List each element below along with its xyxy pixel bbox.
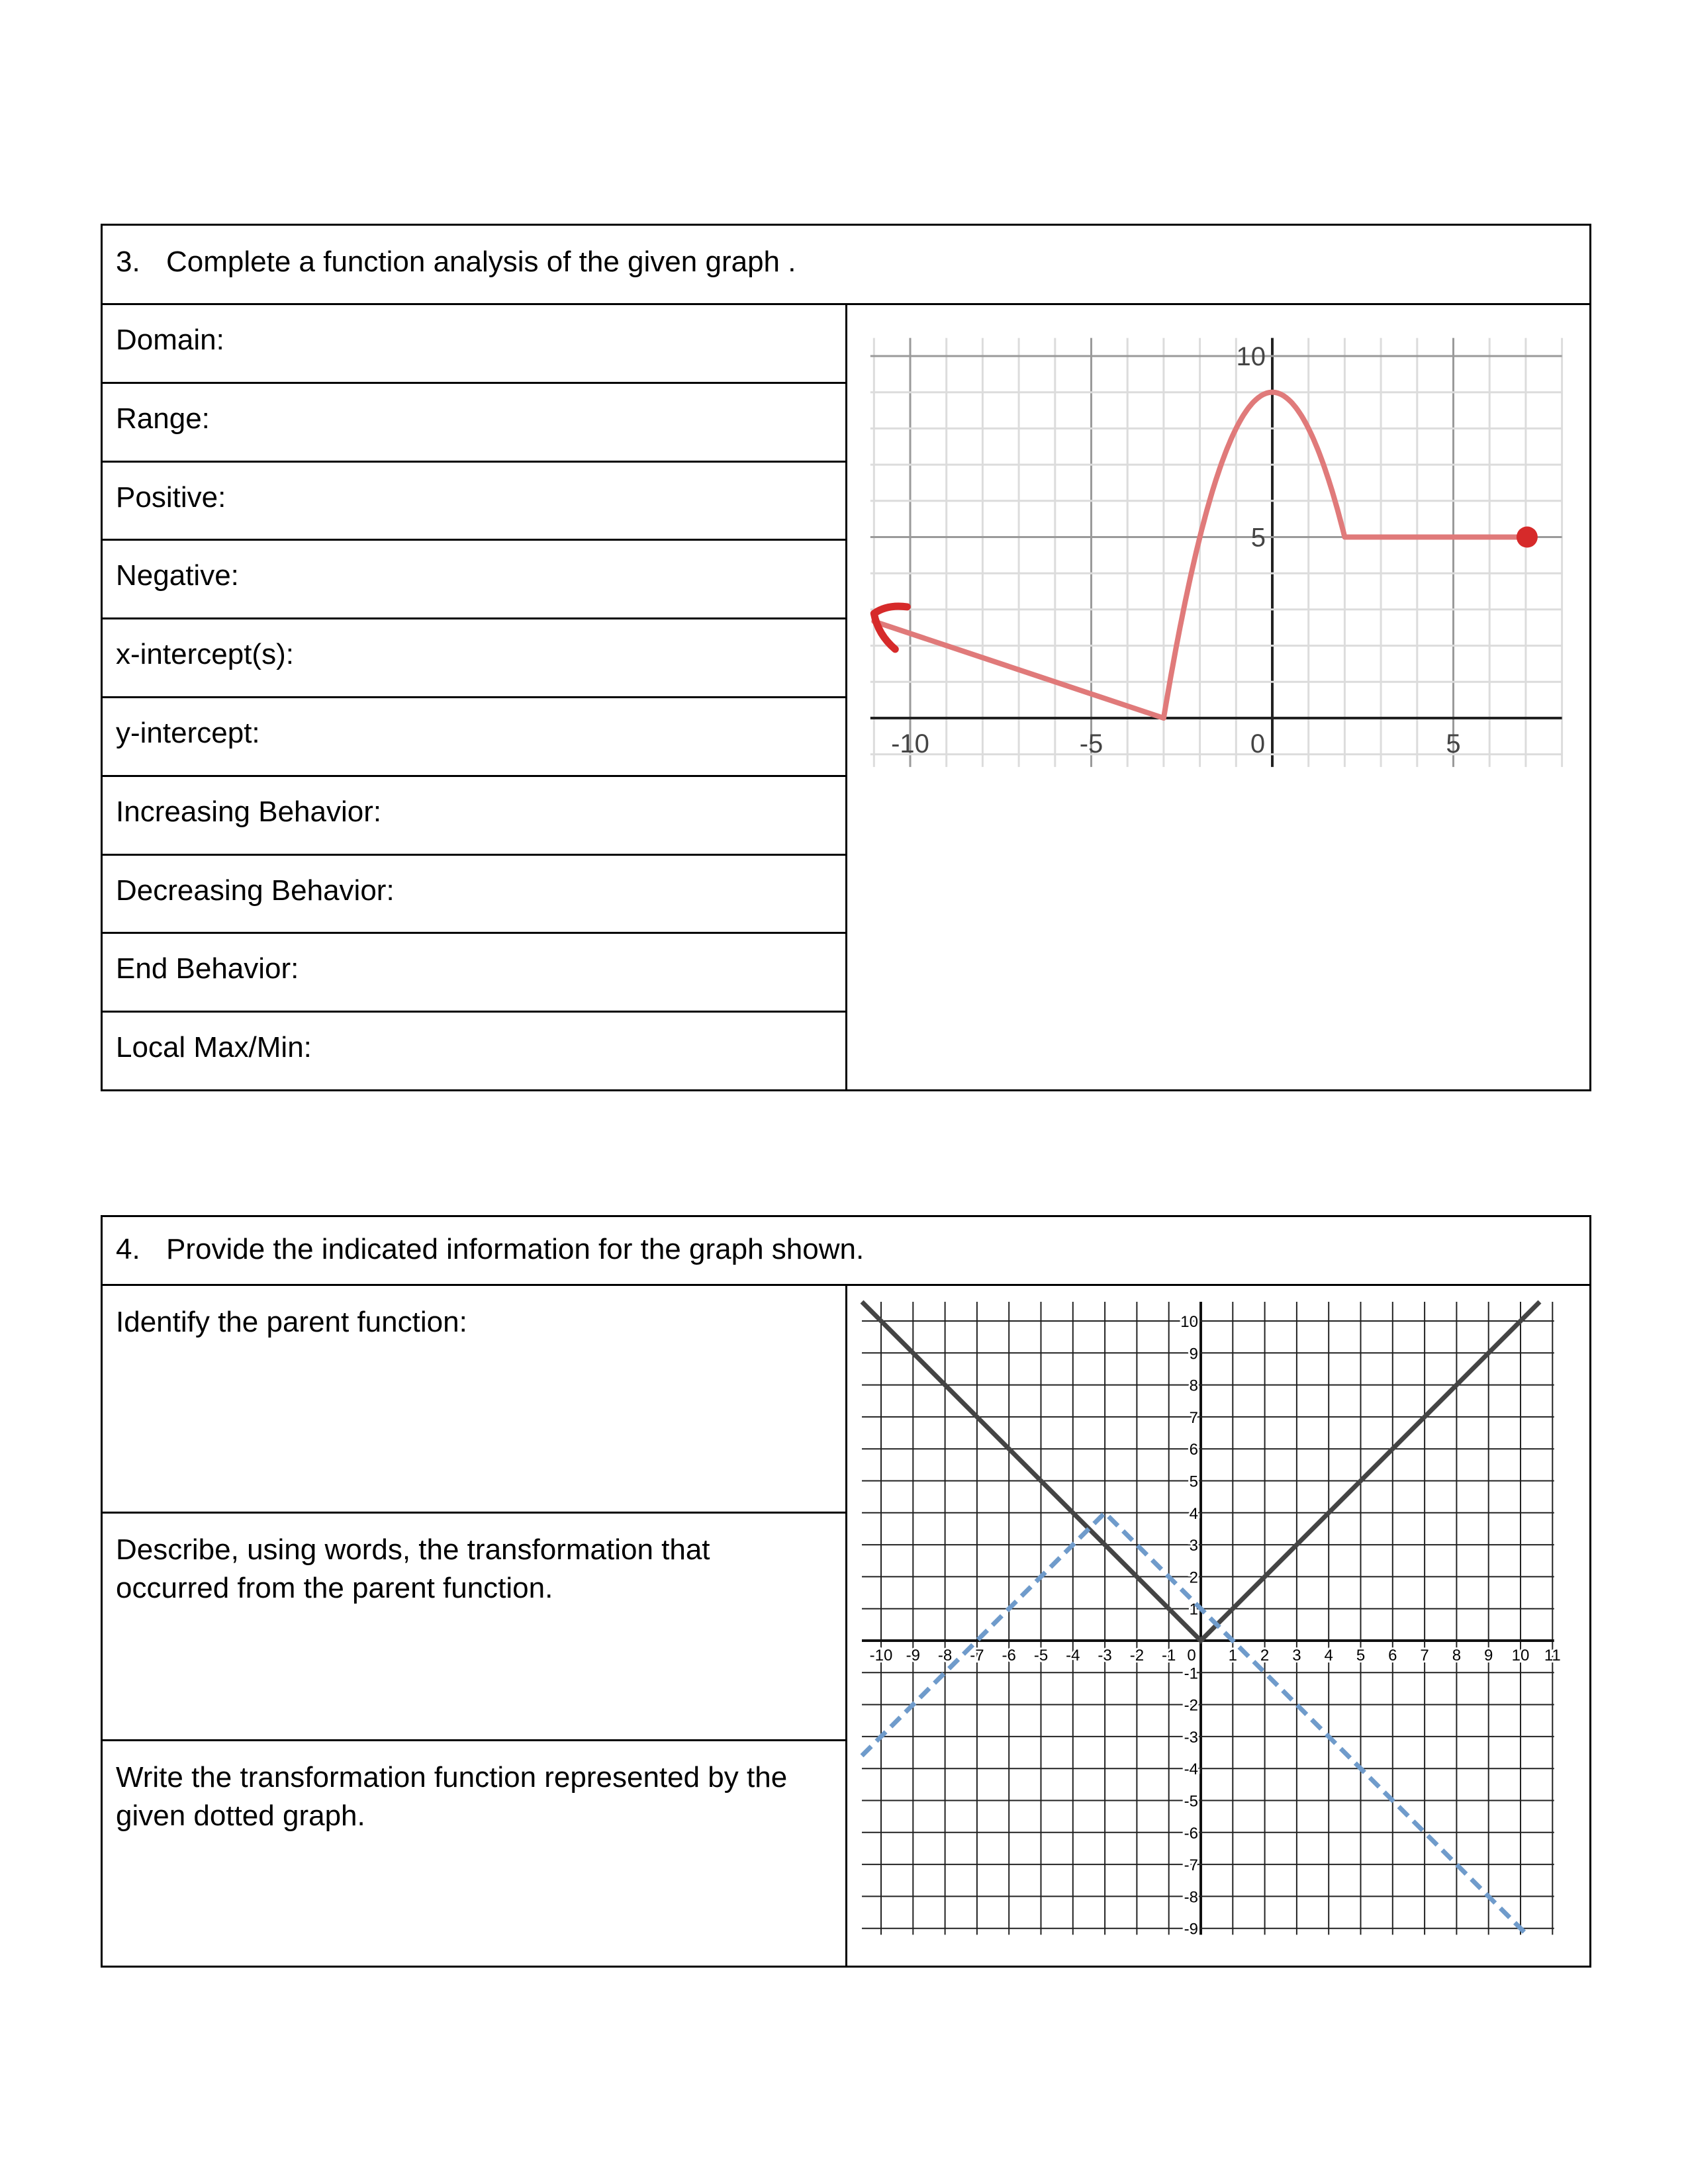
field-increasing[interactable] — [103, 777, 845, 856]
y-tick-label: 7 — [1189, 1408, 1198, 1427]
closed-endpoint-dot — [1517, 527, 1538, 548]
parabola-piece — [1164, 392, 1345, 718]
y-tick-label: -9 — [1184, 1920, 1198, 1938]
x-tick-label: -8 — [937, 1647, 953, 1664]
y-tick-label: 5 — [1189, 1473, 1198, 1491]
field-label: Identify the parent function: — [116, 1306, 467, 1338]
x-tick-label: 1 — [1228, 1647, 1237, 1664]
y-tick-label: 6 — [1189, 1441, 1198, 1459]
x-tick-label: 11 — [1544, 1647, 1561, 1664]
y-tick-label: 2 — [1189, 1569, 1198, 1587]
y-tick-label: 4 — [1189, 1504, 1198, 1523]
y-tick-label: 1 — [1189, 1600, 1198, 1619]
x-tick-label: -5 — [1033, 1647, 1049, 1664]
field-label: Positive: — [116, 480, 226, 514]
x-tick-label: 7 — [1420, 1647, 1429, 1664]
field-label: Negative: — [116, 559, 239, 592]
question-3-header — [103, 226, 1589, 305]
field-end-behavior[interactable] — [103, 934, 845, 1013]
x-tick-label: -5 — [1079, 729, 1103, 758]
field-x-intercepts[interactable] — [103, 619, 845, 698]
x-tick-label: -6 — [1002, 1647, 1016, 1664]
field-label: Write the transformation function represented by the given dotted graph. — [116, 1761, 788, 1832]
y-tick-label: -6 — [1184, 1824, 1198, 1843]
field-transformation-function[interactable] — [103, 1741, 845, 1969]
x-tick-label: -3 — [1098, 1647, 1112, 1664]
x-tick-label: 6 — [1388, 1647, 1397, 1664]
x-tick-label: 3 — [1292, 1647, 1301, 1664]
field-decreasing[interactable] — [103, 856, 845, 934]
field-label: Domain: — [116, 324, 224, 356]
field-label: End Behavior: — [116, 952, 299, 985]
field-describe-transformation[interactable] — [103, 1514, 845, 1741]
transformation-graph-q4 — [854, 1294, 1569, 1946]
question-4-header — [103, 1217, 1589, 1286]
x-tick-label: -2 — [1129, 1647, 1145, 1664]
x-tick-label: 2 — [1260, 1647, 1270, 1664]
field-negative[interactable] — [103, 541, 845, 619]
x-tick-label: -9 — [906, 1647, 920, 1664]
field-label: y-intercept: — [116, 716, 260, 749]
x-tick-label: 0 — [1187, 1647, 1196, 1664]
y-tick-label: 10 — [1236, 342, 1266, 371]
field-label: Decreasing Behavior: — [116, 874, 395, 907]
field-parent-function[interactable] — [103, 1286, 845, 1514]
function-graph-q3 — [861, 328, 1575, 778]
field-positive[interactable] — [103, 463, 845, 541]
question-number: 3. — [116, 246, 140, 278]
x-tick-label: 10 — [1511, 1647, 1530, 1664]
field-label: Describe, using words, the transformation that occurred from the parent function. — [116, 1533, 710, 1604]
x-tick-label: 8 — [1452, 1647, 1462, 1664]
y-tick-label: -1 — [1184, 1664, 1198, 1683]
x-tick-label: 5 — [1356, 1647, 1366, 1664]
x-tick-label: 4 — [1324, 1647, 1333, 1664]
x-tick-label: -7 — [970, 1647, 984, 1664]
x-tick-label: -10 — [869, 1647, 893, 1664]
field-domain[interactable] — [103, 305, 845, 384]
analysis-fields — [103, 305, 847, 1089]
y-tick-label: -3 — [1184, 1728, 1198, 1747]
field-local-max-min[interactable] — [103, 1013, 845, 1091]
y-tick-label: 9 — [1189, 1345, 1198, 1363]
field-label: x-intercept(s): — [116, 638, 294, 671]
question-4-prompt — [116, 1233, 864, 1266]
field-y-intercept[interactable] — [103, 698, 845, 777]
question-text: Provide the indicated information for the graph shown. — [166, 1233, 865, 1265]
y-tick-label: -4 — [1184, 1760, 1198, 1779]
y-tick-label: 10 — [1180, 1313, 1198, 1331]
y-tick-label: -5 — [1184, 1792, 1198, 1811]
y-tick-label: -8 — [1184, 1888, 1198, 1907]
x-tick-label: -10 — [891, 729, 929, 758]
x-tick-label: -4 — [1066, 1647, 1080, 1664]
x-tick-label: 5 — [1446, 729, 1461, 758]
y-tick-label: -7 — [1184, 1856, 1198, 1875]
x-tick-label: 0 — [1250, 729, 1266, 758]
transformation-fields — [103, 1286, 847, 1966]
field-label: Local Max/Min: — [116, 1031, 312, 1064]
question-number: 4. — [116, 1233, 140, 1265]
question-3-prompt — [116, 246, 796, 279]
field-range[interactable] — [103, 384, 845, 463]
field-label: Range: — [116, 402, 210, 435]
question-text: Complete a function analysis of the given graph . — [166, 246, 796, 278]
x-tick-label: 9 — [1484, 1647, 1493, 1664]
y-tick-label: 3 — [1189, 1537, 1198, 1555]
y-tick-label: 8 — [1189, 1377, 1198, 1395]
x-tick-label: -1 — [1162, 1647, 1176, 1664]
y-tick-label: 5 — [1250, 523, 1266, 553]
field-label: Increasing Behavior: — [116, 795, 382, 828]
y-tick-label: -2 — [1184, 1696, 1198, 1715]
